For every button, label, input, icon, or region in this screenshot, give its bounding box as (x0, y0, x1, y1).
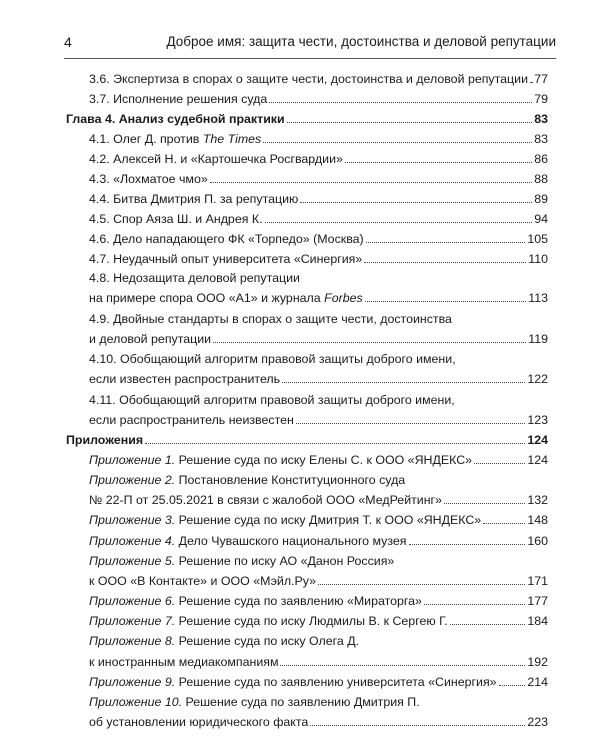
toc-entry-4-10[interactable]: если известен распространитель 122 (89, 372, 548, 386)
toc-appendices[interactable]: Приложения 124 (66, 433, 548, 447)
toc-appendix-2[interactable]: № 22-П от 25.05.2021 в связи с жалобой ООО «МедРейтинг» 132 (89, 493, 548, 507)
toc-appendix-8-line1[interactable]: Приложение 8. Решение суда по иску Олега Д. (89, 634, 360, 648)
toc-entry-4-9-line1[interactable]: 4.9. Двойные стандарты в спорах о защите чести, достоинства (89, 312, 452, 326)
toc-entry-4-8[interactable]: на примере спора ООО «А1» и журнала Forbes 113 (89, 291, 548, 305)
toc-page-number: 79 (534, 92, 548, 106)
toc-chapter-4[interactable]: Глава 4. Анализ судебной практики 83 (66, 112, 548, 126)
toc-page-number: 192 (527, 655, 548, 669)
toc-appendix-8[interactable]: к иностранным медиакомпаниям 192 (89, 655, 548, 669)
toc-entry-4-1[interactable]: 4.1. Олег Д. против The Times 83 (89, 132, 548, 146)
toc-page-number: 214 (527, 675, 548, 689)
toc-entry-4-2[interactable]: 4.2. Алексей Н. и «Картошечка Росгвардии» 86 (89, 152, 548, 166)
toc-page-number: 89 (534, 192, 548, 206)
toc-appendix-6[interactable]: Приложение 6. Решение суда по заявлению «Мираторга» 177 (89, 594, 548, 608)
toc-entry-4-8-line1[interactable]: 4.8. Недозащита деловой репутации (89, 271, 300, 285)
toc-page-number: 122 (527, 372, 548, 386)
toc-entry-4-7[interactable]: 4.7. Неудачный опыт университета «Синергия» 110 (89, 252, 548, 266)
page-number: 4 (64, 34, 72, 50)
toc-page-number: 105 (527, 232, 548, 246)
toc-appendix-10[interactable]: об установлении юридического факта 223 (89, 715, 548, 729)
toc-page-number: 223 (527, 715, 548, 729)
toc-appendix-5-line1[interactable]: Приложение 5. Решение по иску АО «Данон Россия» (89, 554, 395, 568)
toc-entry-4-4[interactable]: 4.4. Битва Дмитрия П. за репутацию 89 (89, 192, 548, 206)
toc-page-number: 77 (534, 72, 548, 86)
toc-page-number: 160 (527, 534, 548, 548)
toc-page-number: 83 (534, 112, 548, 126)
toc-page-number: 88 (534, 172, 548, 186)
toc-entry-4-9[interactable]: и деловой репутации 119 (89, 332, 548, 346)
toc-appendix-10-line1[interactable]: Приложение 10. Решение суда по заявлению Дмитрия П. (89, 695, 420, 709)
toc-appendix-3[interactable]: Приложение 3. Решение суда по иску Дмитрия Т. к ООО «ЯНДЕКС» 148 (89, 513, 548, 527)
toc-appendix-5[interactable]: к ООО «В Контакте» и ООО «Мэйл.Ру» 171 (89, 574, 548, 588)
toc-appendix-2-line1[interactable]: Приложение 2. Постановление Конституционного суда (89, 473, 406, 487)
toc-page-number: 132 (527, 493, 548, 507)
toc-entry-4-11[interactable]: если распространитель неизвестен 123 (89, 413, 548, 427)
toc-entry-4-3[interactable]: 4.3. «Лохматое чмо» 88 (89, 172, 548, 186)
toc-page-number: 83 (534, 132, 548, 146)
toc-entry-4-10-line1[interactable]: 4.10. Обобщающий алгоритм правовой защиты доброго имени, (89, 352, 456, 366)
toc-appendix-9[interactable]: Приложение 9. Решение суда по заявлению университета «Синергия» 214 (89, 675, 548, 689)
toc-page-number: 171 (527, 574, 548, 588)
toc-page-number: 177 (527, 594, 548, 608)
toc-entry-4-6[interactable]: 4.6. Дело нападающего ФК «Торпедо» (Москва) 105 (89, 232, 548, 246)
toc-appendix-4[interactable]: Приложение 4. Дело Чувашского национального музея 160 (89, 534, 548, 548)
running-title: Доброе имя: защита чести, достоинства и деловой репутации (166, 34, 556, 49)
toc-entry-4-5[interactable]: 4.5. Спор Аяза Ш. и Андрея К. 94 (89, 212, 548, 226)
toc-entry-3-7[interactable]: 3.7. Исполнение решения суда 79 (89, 92, 548, 106)
toc-page-number: 148 (527, 513, 548, 527)
toc-appendix-1[interactable]: Приложение 1. Решение суда по иску Елены С. к ООО «ЯНДЕКС» 124 (89, 453, 548, 467)
toc-page-number: 124 (527, 433, 548, 447)
toc-page-number: 113 (528, 291, 548, 305)
toc-page-number: 94 (534, 212, 548, 226)
toc-entry-4-11-line1[interactable]: 4.11. Обобщающий алгоритм правовой защиты доброго имени, (89, 393, 455, 407)
toc-page-number: 110 (528, 252, 548, 266)
toc-entry-3-6[interactable]: 3.6. Экспертиза в спорах о защите чести, достоинства и деловой репутации 77 (89, 72, 548, 86)
toc-appendix-7[interactable]: Приложение 7. Решение суда по иску Людмилы В. к Сергею Г. 184 (89, 614, 548, 628)
toc-page-number: 124 (527, 453, 548, 467)
toc-page-number: 86 (534, 152, 548, 166)
toc-page-number: 184 (527, 614, 548, 628)
toc-page-number: 123 (527, 413, 548, 427)
toc-page-number: 119 (528, 332, 548, 346)
